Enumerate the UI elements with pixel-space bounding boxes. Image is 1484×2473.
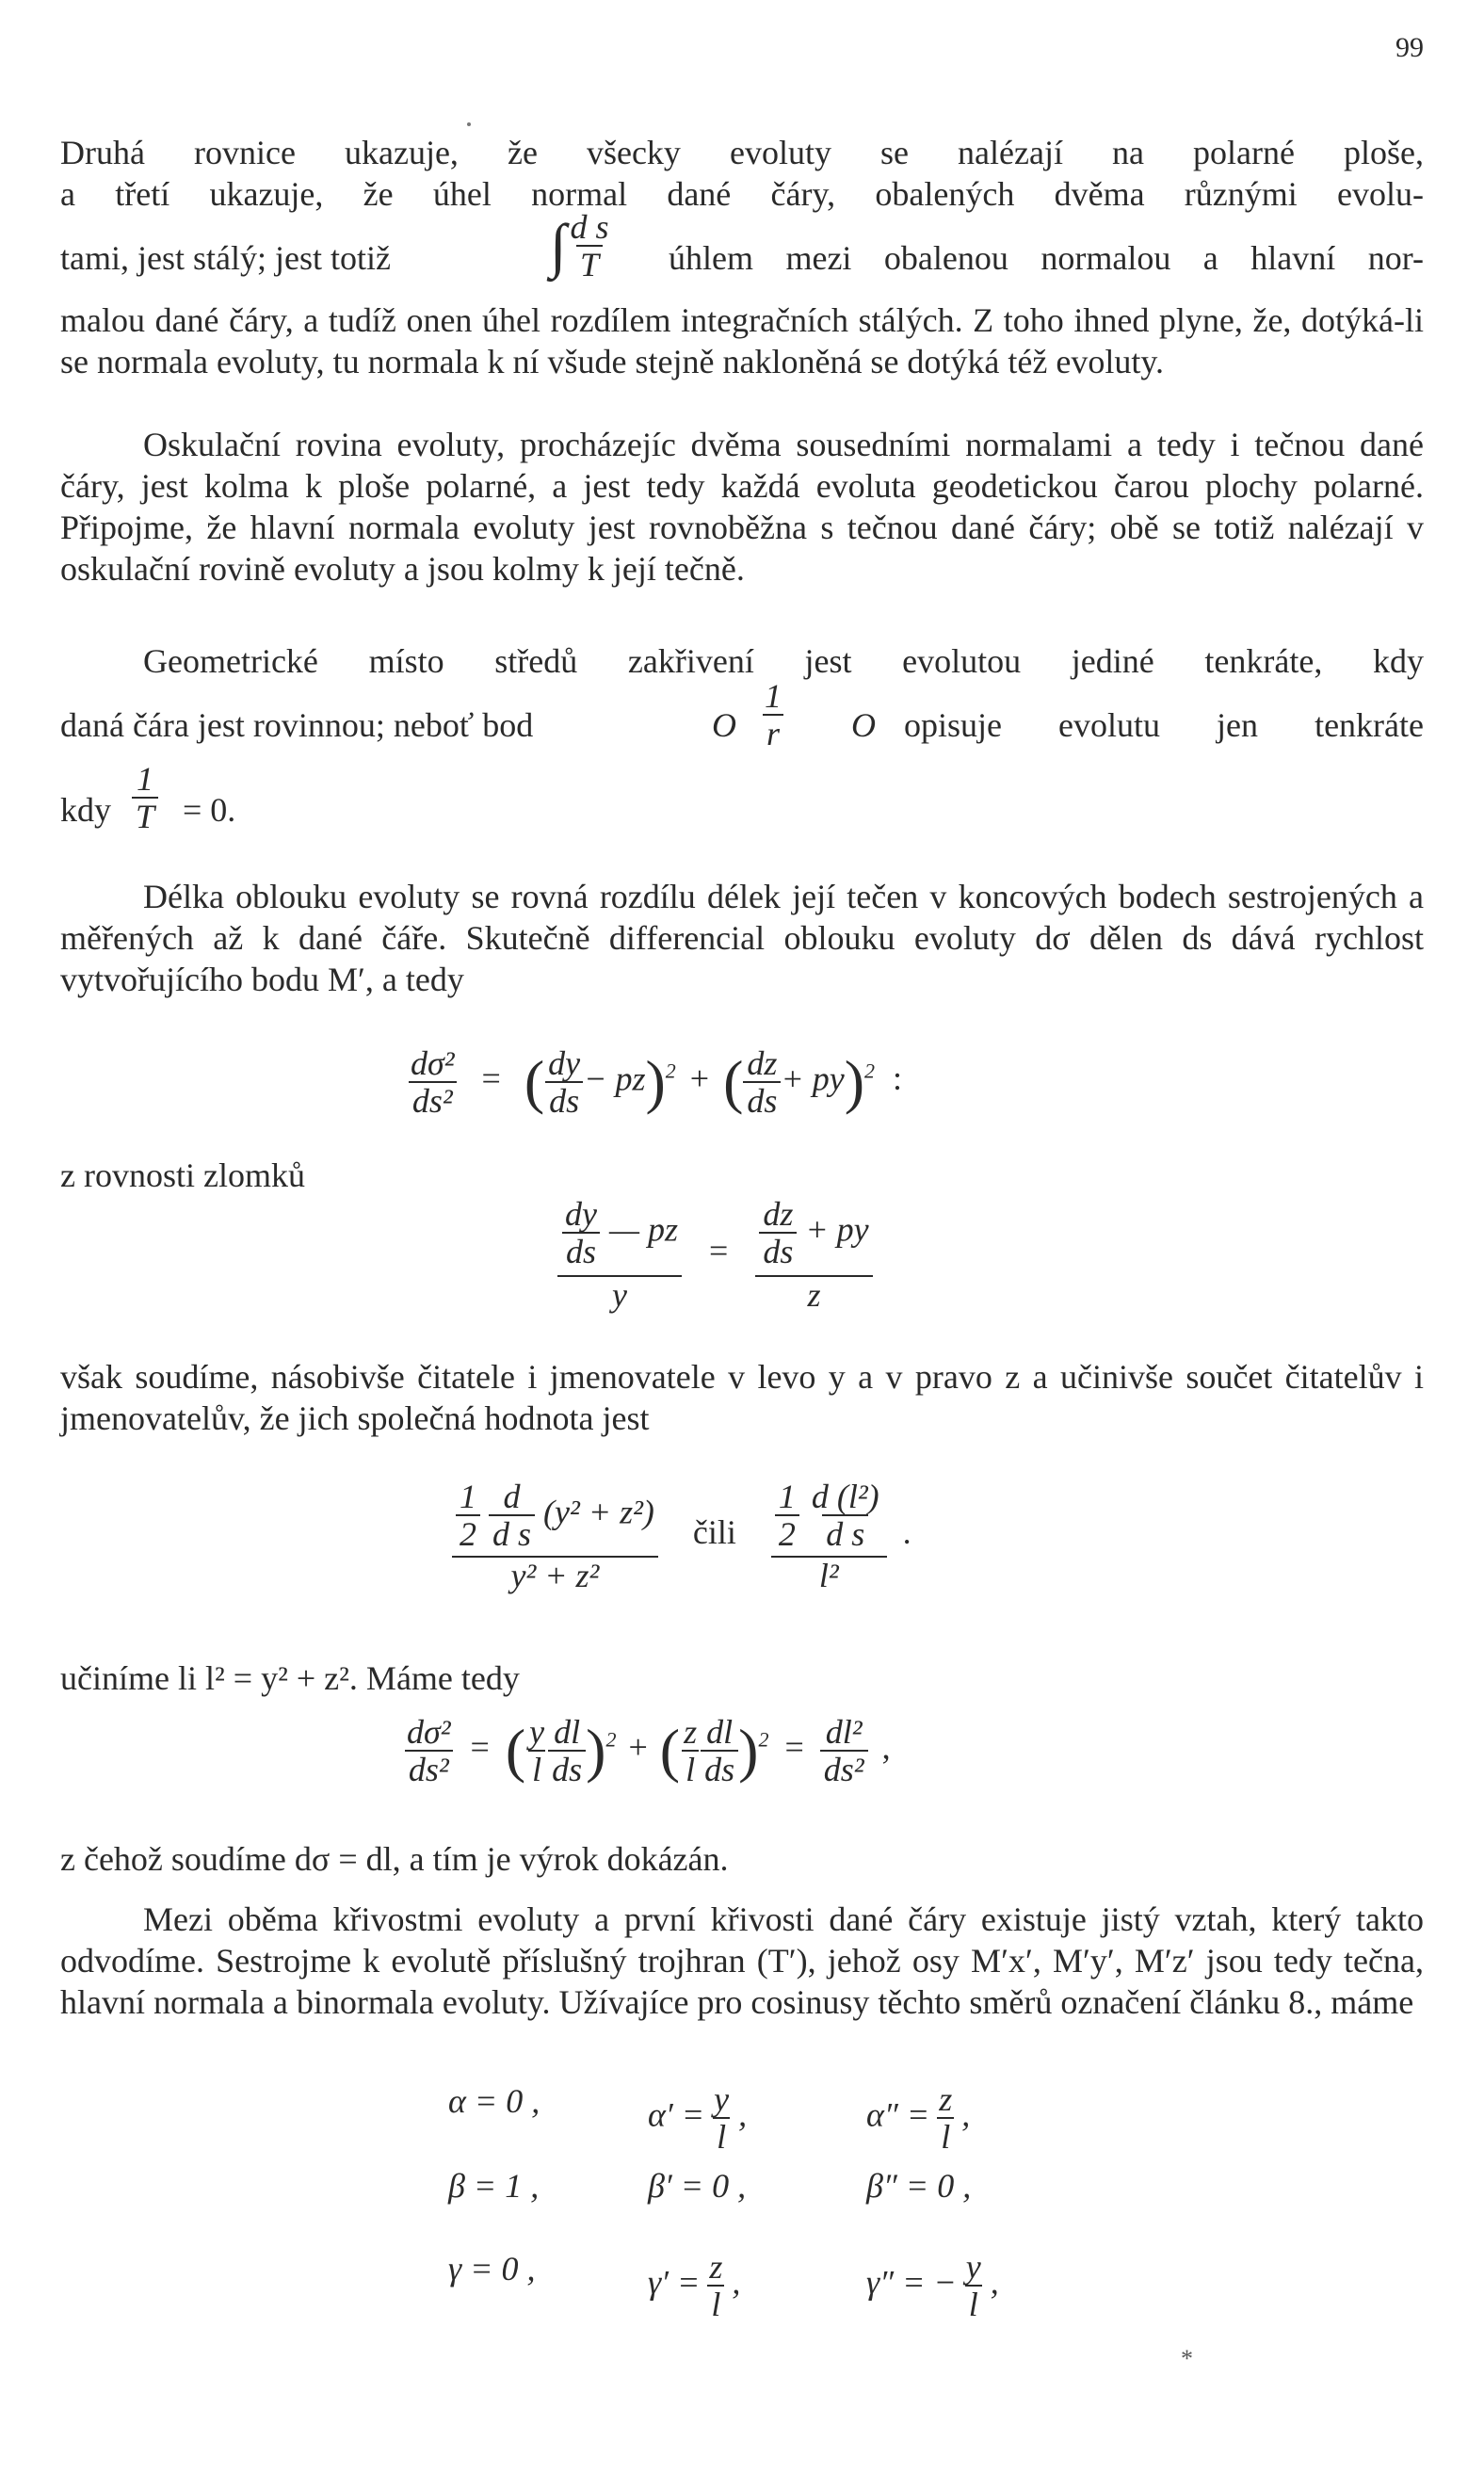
- para1-line2: a třetí ukazuje, že úhel normal dané čáry, obalených dvěma různými evolu-: [60, 175, 1424, 213]
- para5: však soudíme, násobivše čitatele i jmenovatele v levo y a v pravo z a učinivše součet čitatelův i jmenovatelův, že jich společná hodnota jest: [60, 1358, 1424, 1437]
- para2: Oskulační rovina evoluty, procházejíc dvěma sousedními normalami a tedy i tečnou dané čáry, jest kolma k ploše polarné, a jest tedy každá evoluta geodetickou čarou plochy polarné. Připojme, že hlavní normala evoluty jest rovnoběžna s tečnou dané čáry; obě se totiž nalézají v oskulační rovině evoluty a jsou kolmy k její tečně.: [60, 426, 1424, 588]
- para1-line3-b: úhlem mezi obalenou normalou a hlavní nor-: [669, 239, 1424, 277]
- footnote-mark: *: [1181, 2345, 1193, 2372]
- page-number: 99: [1395, 32, 1424, 63]
- fraction-1-over-r: $\frac{1}{r}$: [761, 678, 785, 752]
- cosine-cell: β″ = 0 ,: [866, 2167, 972, 2205]
- cosine-cell: α = 0 ,: [448, 2082, 540, 2120]
- para3-line1: Geometrické místo středů zakřivení jest evolutou jediné tenkráte, kdy: [143, 642, 1424, 680]
- para3-line3-b: = 0.: [183, 791, 236, 829]
- cosine-cell: β = 1 ,: [448, 2167, 540, 2205]
- cosine-cell: γ = 0 ,: [448, 2250, 536, 2287]
- ink-dot: [467, 122, 471, 126]
- label-zlomku: z rovnosti zlomků: [60, 1156, 305, 1194]
- fraction-1-over-T: $\frac{1}{T}$: [132, 761, 158, 834]
- para1-line3-a: tami, jest stálý; jest totiž: [60, 239, 391, 277]
- para4: Délka oblouku evoluty se rovná rozdílu délek její tečen v koncových bodech sestrojených a měřených až k dané čáře. Skutečně differencial oblouku evoluty dσ dělen ds dává rychlost vytvořujícího bodu M′, a tedy: [60, 878, 1424, 998]
- cosine-cell: γ″ = − $\frac{y}{l}$ ,: [866, 2248, 999, 2323]
- cosine-cell: α′ = $\frac{y}{l}$ ,: [648, 2080, 748, 2156]
- cosine-cell: α″ = $\frac{z}{l}$ ,: [866, 2080, 971, 2156]
- para3-line2-b: opisuje evolutu jen tenkráte: [904, 706, 1424, 744]
- equation-3: $\frac{1}{2}$ $\frac{d}{\text{d s}}$ (y² + z²) y² + z² čili $\frac{1}{2}$ $\frac{\text{d (l²)}}{\text{d s}}$ l² .: [452, 1479, 911, 1593]
- equation-4: $\frac{\text{dσ²}}{\text{ds²}}$ = ( $\frac{y}{l}$ $\frac{dl}{ds}$ )$^2$ + ( $\frac{z}{l}$ $\frac{dl}{ds}$ )$^2$ = $\frac{\text{dl²}}{\text{ds²}}$ ,: [403, 1714, 891, 1787]
- cosine-cell: β′ = 0 ,: [648, 2167, 747, 2205]
- para6: Mezi oběma křivostmi evoluty a první křivosti dané čáry existuje jistý vztah, který takto odvodíme. Sestrojme k evolutě příslušný trojhran (T′), jehož osy M′x′, M′y′, M′z′ jsou tedy tečna, hlavní normala a binormala evoluty. Užívajíce pro cosinusy těchto směrů označení článku 8., máme: [60, 1900, 1424, 2021]
- para1-line1: Druhá rovnice ukazuje, že všecky evoluty se nalézají na polarné ploše,: [60, 134, 1424, 171]
- equation-2: $\frac{dy}{ds}$ — pz y = $\frac{dz}{ds}$ + py z: [557, 1196, 873, 1313]
- integral-expression: ∫ $\frac{\text{d s}}{T}$: [550, 209, 613, 283]
- para3-line2-a: daná čára jest rovinnou; neboť bod: [60, 706, 534, 744]
- equation-1: $\frac{\text{dσ²}}{\text{ds²}}$ = ( $\frac{dy}{ds}$ − pz)$^2$ + ( $\frac{dz}{ds}$ + py)$^2$ :: [407, 1045, 902, 1119]
- line-cehoz: z čehož soudíme dσ = dl, a tím je výrok dokázán.: [60, 1840, 729, 1878]
- point-o-a: O: [712, 706, 736, 744]
- cosine-cell: γ′ = $\frac{z}{l}$ ,: [648, 2248, 741, 2323]
- para3-line3-a: kdy: [60, 791, 111, 829]
- line-uciname: učiníme li l² = y² + z². Máme tedy: [60, 1659, 520, 1697]
- point-o-b: O: [851, 706, 876, 744]
- para1-rest: malou dané čáry, a tudíž onen úhel rozdílem integračních stálých. Z toho ihned plyne, že, dotýká-li se normala evoluty, tu normala k ní všude stejně nakloněná se dotýká též evoluty.: [60, 301, 1424, 380]
- integral-den: T: [576, 245, 603, 283]
- integral-num: d s: [570, 208, 609, 246]
